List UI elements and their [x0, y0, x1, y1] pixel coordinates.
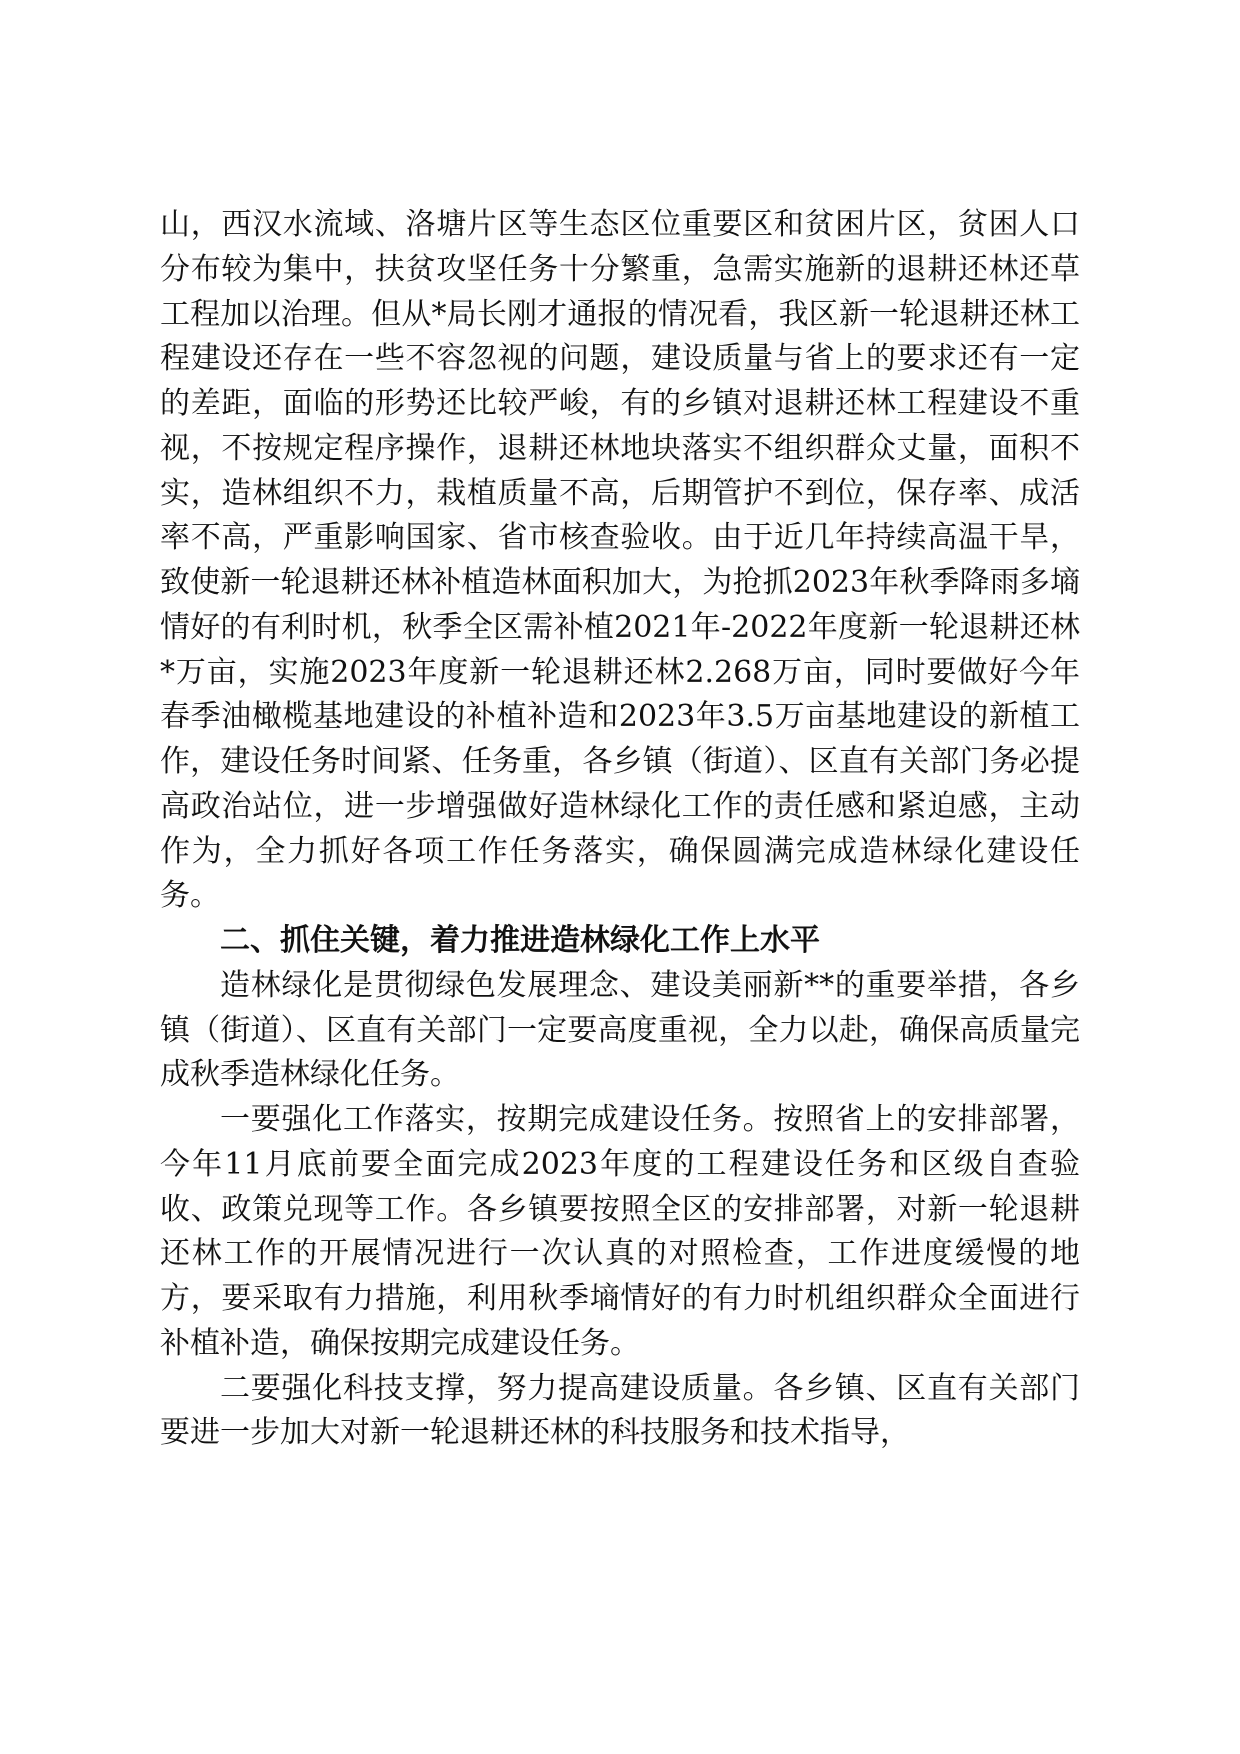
body-paragraph: 一要强化工作落实，按期完成建设任务。按照省上的安排部署，今年11月底前要全面完成2023年度的工程建设任务和区级自查验收、政策兑现等工作。各乡镇要按照全区的安排部署，对新一轮退耕还林工作的开展情况进行一次认真的对照检查，工作进度缓慢的地方，要采取有力措施，利用秋季墒情好的有力时机组织群众全面进行补植补造，确保按期完成建设任务。	[160, 1102, 1080, 1361]
body-paragraph: 二要强化科技支撑，努力提高建设质量。各乡镇、区直有关部门要进一步加大对新一轮退耕还林的科技服务和技术指导，	[160, 1370, 1080, 1451]
section-heading: 二、抓住关键，着力推进造林绿化工作上水平	[220, 923, 820, 958]
body-paragraph: 造林绿化是贯彻绿色发展理念、建设美丽新**的重要举措，各乡镇（街道）、区直有关部门一定要高度重视，全力以赴，确保高质量完成秋季造林绿化任务。	[160, 967, 1080, 1093]
continued-paragraph: 山，西汉水流域、洛塘片区等生态区位重要区和贫困片区，贫困人口分布较为集中，扶贫攻坚任务十分繁重，急需实施新的退耕还林还草工程加以治理。但从*局长刚才通报的情况看，我区新一轮退耕还林工程建设还存在一些不容忽视的问题，建设质量与省上的要求还有一定的差距，面临的形势还比较严峻，有的乡镇对退耕还林工程建设不重视，不按规定程序操作，退耕还林地块落实不组织群众丈量，面积不实，造林组织不力，栽植质量不高，后期管护不到位，保存率、成活率不高，严重影响国家、省市核查验收。由于近几年持续高温干旱，致使新一轮退耕还林补植造林面积加大，为抢抓2023年秋季降雨多墒情好的有利时机，秋季全区需补植2021年-2022年度新一轮退耕还林*万亩，实施2023年度新一轮退耕还林2.268万亩，同时要做好今年春季油橄榄基地建设的补植补造和2023年3.5万亩基地建设的新植工作，建设任务时间紧、任务重，各乡镇（街道）、区直有关部门务必提高政治站位，进一步增强做好造林绿化工作的责任感和紧迫感，主动作为，全力抓好各项工作任务落实，确保圆满完成造林绿化建设任务。	[160, 207, 1080, 914]
document-body	[160, 203, 1080, 1456]
